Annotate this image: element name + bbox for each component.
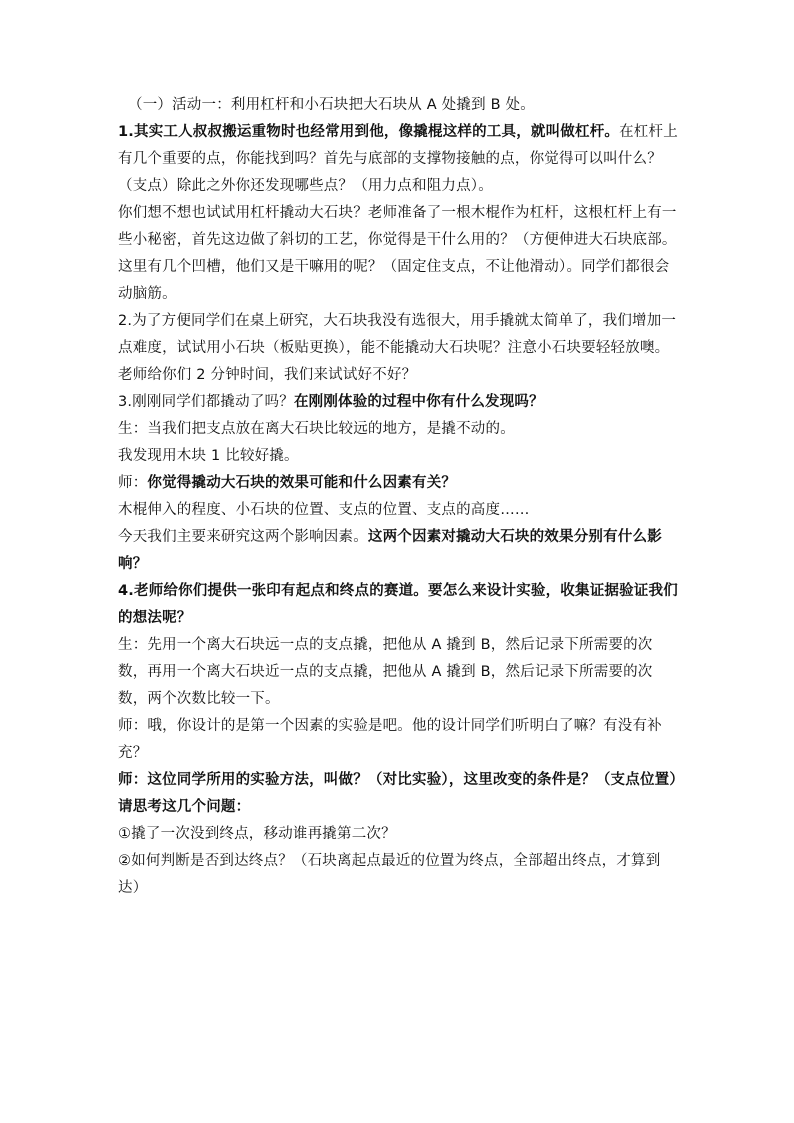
paragraph-step-4 (118, 578, 680, 632)
document-body (118, 92, 707, 902)
body-text: 我发现用木块 1 比较好撬。 (118, 448, 299, 464)
body-text: 在杠杆上有几个重要的点，你能找到吗？首先与底部的支撑物接触的点，你觉得可以叫什么？（支点）除此之外你还发现哪些点？（用力点和阻力点）。 (118, 124, 678, 194)
paragraph-teacher-followup (118, 713, 680, 767)
body-text: ②如何判断是否到达终点？（石块离起点最近的位置为终点，全部超出终点，才算到达） (118, 853, 661, 896)
body-text: 2.为了方便同学们在桌上研究，大石块我没有选很大，用手撬就太简单了，我们增加一点难度，试试用小石块（板贴更换），能不能撬动大石块呢？注意小石块要轻轻放噢。老师给你们 2 分钟时间，我们来试试好不好？ (118, 313, 677, 383)
body-text: 3.刚刚同学们都撬动了吗？ (118, 394, 294, 410)
paragraph-research-focus (118, 524, 680, 578)
speaker-label: 师： (118, 475, 148, 491)
heading-text: （一）活动一：利用杠杆和小石块把大石块从 A 处撬到 B 处。 (128, 97, 536, 113)
paragraph-factors (118, 497, 680, 524)
section-heading (118, 92, 680, 119)
bold-text: 师：这位同学所用的实验方法，叫做？（对比实验），这里改变的条件是？（支点位置） (118, 772, 677, 788)
bold-text: 请思考这几个问题： (118, 772, 707, 815)
bold-text: 你觉得撬动大石块的效果可能和什么因素有关？ (147, 475, 457, 491)
body-text: 师：哦，你设计的是第一个因素的实验是吧。他的设计同学们听明白了嘛？有没有补充？ (118, 718, 662, 761)
body-text: 你们想不想也试试用杠杆撬动大石块？老师准备了一根木棍作为杠杆，这根杠杆上有一些小秘密，首先这边做了斜切的工艺，你觉得是干什么用的？（方便伸进大石块底部。这里有几个凹槽，他们又是干嘛用的呢？（固定住支点，不让他滑动）。同学们都很会动脑筋。 (118, 205, 677, 302)
bold-text: 在刚刚体验的过程中你有什么发现吗？ (293, 394, 544, 410)
paragraph-lever-intro (118, 200, 680, 308)
paragraph-teacher-question (118, 470, 680, 497)
paragraph-student-answer-2 (118, 443, 680, 470)
body-text: 木棍伸入的程度、小石块的位置、支点的位置、支点的高度…… (118, 502, 530, 518)
paragraph-question-1 (118, 821, 680, 848)
paragraph-question-2 (118, 848, 680, 902)
body-text: ①撬了一次没到终点，移动谁再撬第二次？ (118, 826, 396, 842)
body-text: 生：当我们把支点放在离大石块比较远的地方，是撬不动的。 (118, 421, 515, 437)
body-text: 生：先用一个离大石块远一点的支点撬，把他从 A 撬到 B，然后记录下所需要的次数，再用一个离大石块近一点的支点撬，把他从 A 撬到 B，然后记录下所需要的次数，两个次数比较一下。 (118, 637, 653, 707)
paragraph-student-answer-1 (118, 416, 680, 443)
paragraph-teacher-method (118, 767, 707, 821)
paragraph-student-design (118, 632, 680, 713)
paragraph-step-1 (118, 119, 680, 200)
bold-text: 1.其实工人叔叔搬运重物时也经常用到他，像撬棍这样的工具，就叫做杠杆。 (118, 124, 620, 140)
bold-text: 4.老师给你们提供一张印有起点和终点的赛道。要怎么来设计实验，收集证据验证我们的想法呢？ (118, 583, 678, 626)
bold-text: 这两个因素对撬动大石块的效果分别有什么影响？ (118, 529, 662, 572)
body-text: 今天我们主要来研究这两个影响因素。 (118, 529, 368, 545)
paragraph-step-2 (118, 308, 680, 389)
paragraph-step-3 (118, 389, 680, 416)
